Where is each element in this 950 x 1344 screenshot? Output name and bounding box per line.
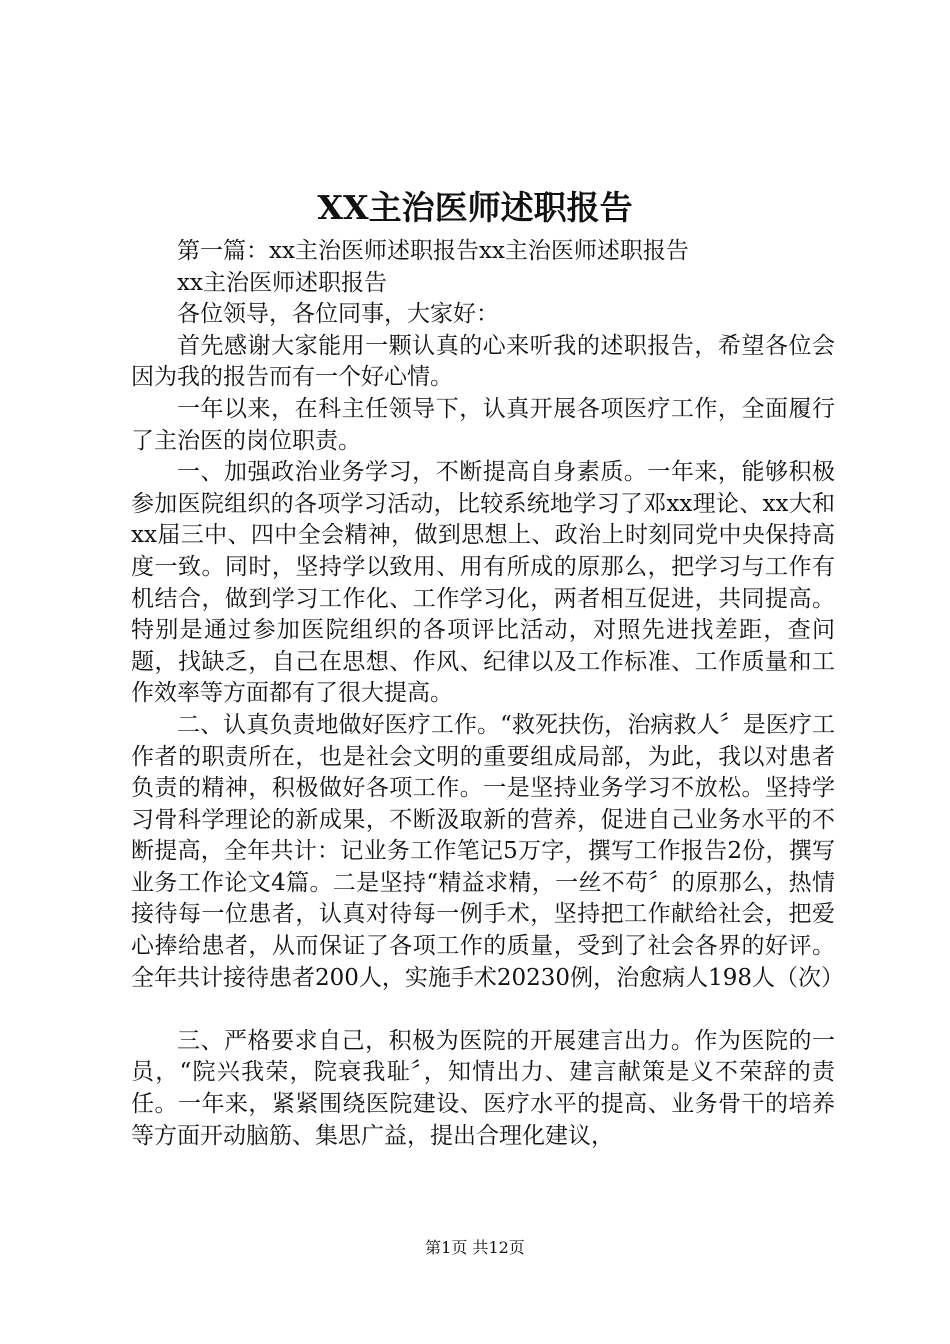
document-body xyxy=(131,236,844,1152)
paragraph-summary: 一年以来，在科主任领导下，认真开展各项医疗工作，全面履行了主治医的岗位职责。 xyxy=(131,395,835,454)
paragraph-section-one: 一、加强政治业务学习，不断提高自身素质。一年来，能够积极参加医院组织的各项学习活动，比较系统地学习了邓xx理论、xx大和xx届三中、四中全会精神，做到思想上、政治上时刻同党中央保持高度一致。同时，坚持学以致用、用有所成的原那么，把学习与工作有机结合，做到学习工作化、工作学习化，两者相互促进，共同提高。特别是通过参加医院组织的各项评比活动，对照先进找差距，查问题，找缺乏，自己在思想、作风、纪律以及工作标准、工作质量和工作效率等方面都有了很大提高。 xyxy=(131,459,835,707)
paragraph-thanks: 首先感谢大家能用一颗认真的心来听我的述职报告，希望各位会因为我的报告而有一个好心情。 xyxy=(131,332,835,391)
paragraph-section-three: 三、严格要求自己，积极为医院的开展建言出力。作为医院的一员，“院兴我荣，院衰我耻〞，知情出力、建言献策是义不荣辞的责任。一年来，紧紧围绕医院建设、医疗水平的提高、业务骨干的培养等方面开动脑筋、集思广益，提出合理化建议， xyxy=(131,1027,835,1149)
page-number: 第1页 共12页 xyxy=(425,1238,525,1257)
page-title: XX主治医师述职报告 xyxy=(317,188,633,227)
paragraph-heading: 第一篇：xx主治医师述职报告xx主治医师述职报告 xyxy=(177,238,689,264)
paragraph-section-two: 二、认真负责地做好医疗工作。“救死扶伤，治病救人〞是医疗工作者的职责所在，也是社会文明的重要组成局部，为此，我以对患者负责的精神，积极做好各项工作。一是坚持业务学习不放松。坚持学习骨科学理论的新成果，不断汲取新的营养，促进自己业务水平的不断提高，全年共计：记业务工作笔记5万字，撰写工作报告2份，撰写业务工作论文4篇。二是坚持“精益求精，一丝不苟〞的原那么，热情接待每一位患者，认真对待每一例手术，坚持把工作献给社会，把爱心捧给患者，从而保证了各项工作的质量，受到了社会各界的好评。全年共计接待患者200人，实施手术20230例，治愈病人198人（次） xyxy=(131,711,844,991)
paragraph-subtitle: xx主治医师述职报告 xyxy=(177,269,387,296)
paragraph-greeting: 各位领导，各位同事，大家好： xyxy=(177,301,499,328)
